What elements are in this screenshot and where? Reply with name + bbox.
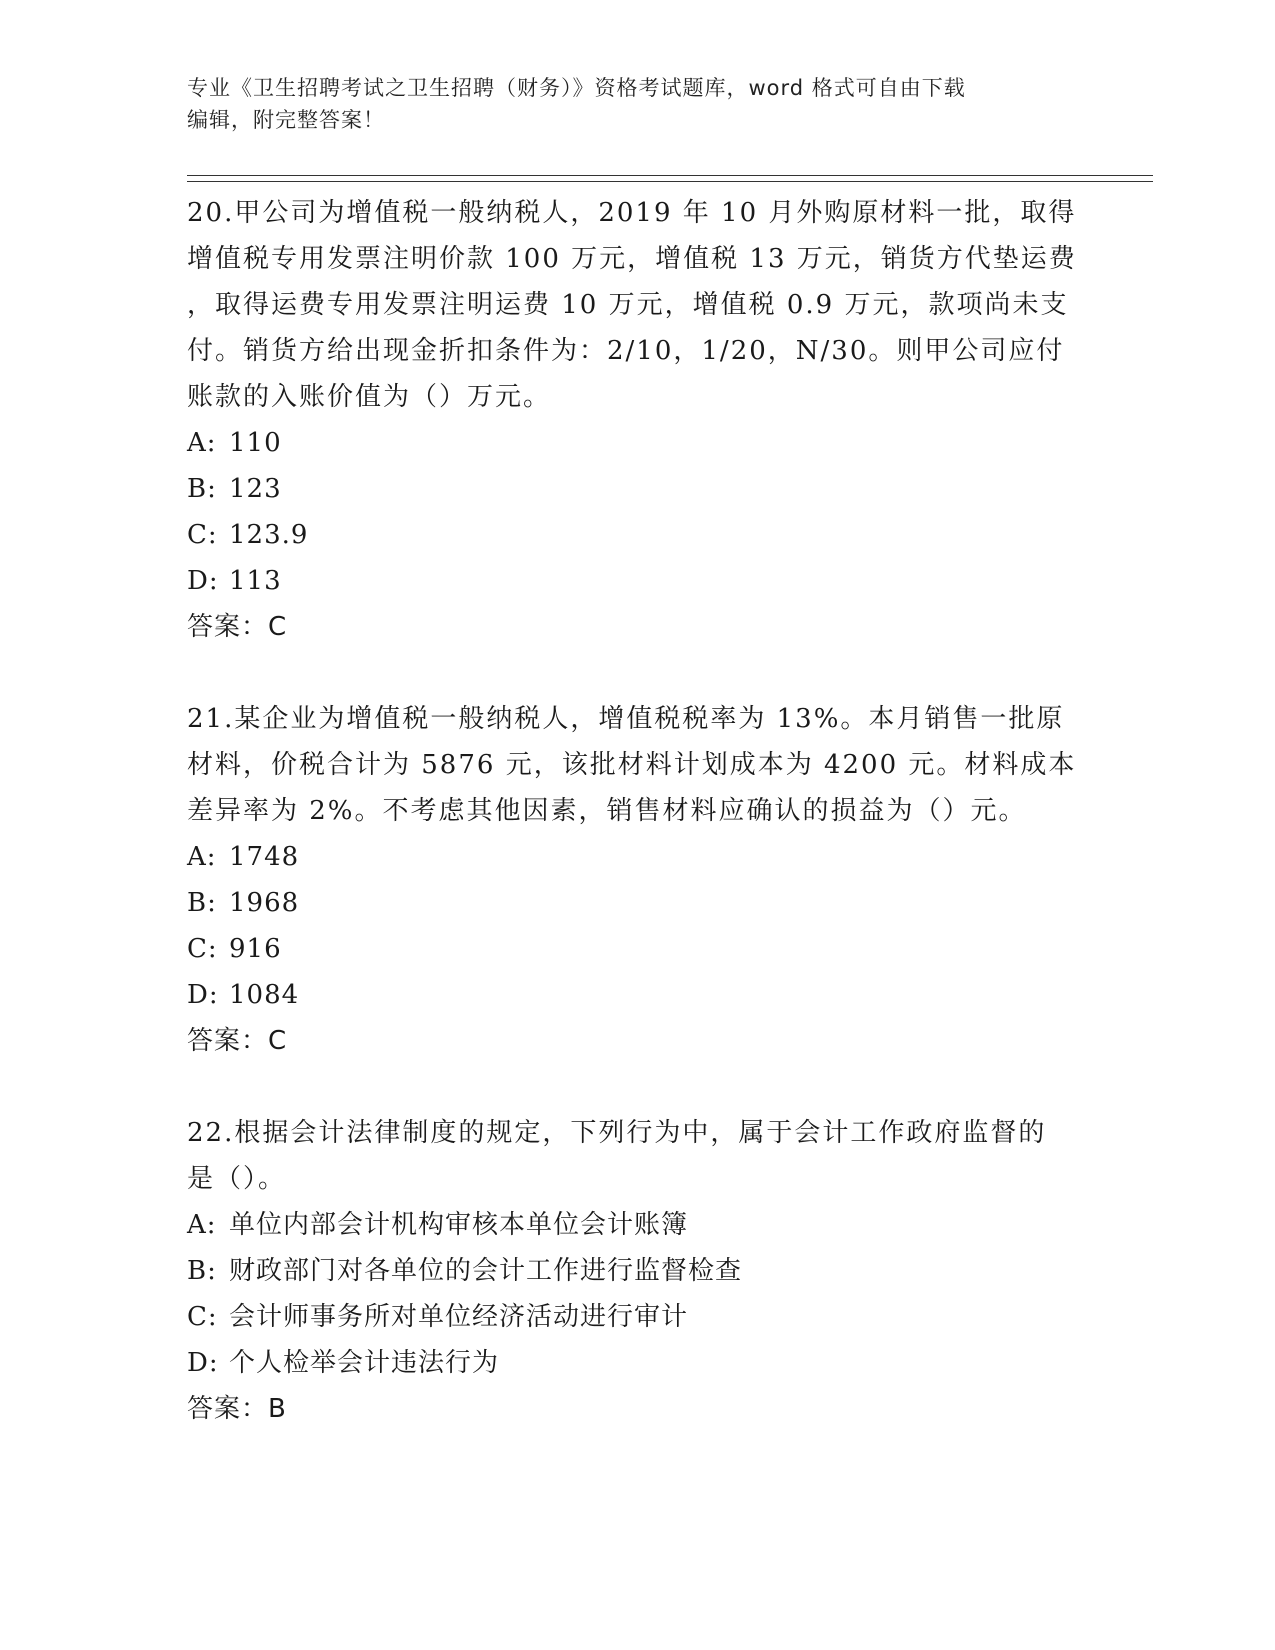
question-stem <box>187 696 1087 834</box>
option-c <box>187 512 1087 558</box>
option-a <box>187 1202 1087 1248</box>
stem-line: 付。销货方给出现金折扣条件为：2/10，1/20，N/30。则甲公司应付 <box>187 336 1065 366</box>
stem-line: 21.某企业为增值税一般纳税人，增值税税率为 13%。本月销售一批原 <box>187 704 1065 734</box>
option-text: 财政部门对各单位的会计工作进行监督检查 <box>229 1256 743 1286</box>
question-20 <box>187 190 1087 650</box>
option-letter: A: <box>187 428 217 458</box>
option-letter: C: <box>187 934 218 964</box>
question-stem <box>187 1110 1087 1202</box>
option-d <box>187 1340 1087 1386</box>
stem-line: 22.根据会计法律制度的规定，下列行为中，属于会计工作政府监督的 <box>187 1118 1047 1148</box>
stem-line: 增值税专用发票注明价款 100 万元，增值税 13 万元，销货方代垫运费 <box>187 244 1077 274</box>
option-b <box>187 1248 1087 1294</box>
stem-line: 账款的入账价值为（）万元。 <box>187 382 552 412</box>
option-letter: D: <box>187 980 219 1010</box>
stem-line: 是（）。 <box>187 1164 287 1194</box>
answer-line: 答案：C <box>187 612 288 642</box>
option-letter: C: <box>187 1302 218 1332</box>
option-letter: B: <box>187 1256 217 1286</box>
option-text: 113 <box>229 566 282 596</box>
option-b <box>187 466 1087 512</box>
header-line-1: 专业《卫生招聘考试之卫生招聘（财务）》资格考试题库，word 格式可自由下载 <box>187 76 966 100</box>
stem-line: 差异率为 2%。不考虑其他因素，销售材料应确认的损益为（）元。 <box>187 796 1027 826</box>
option-c <box>187 1294 1087 1340</box>
stem-line: 材料，价税合计为 5876 元，该批材料计划成本为 4200 元。材料成本 <box>187 750 1077 780</box>
option-letter: D: <box>187 566 219 596</box>
answer-line: 答案：B <box>187 1394 287 1424</box>
option-letter: A: <box>187 842 217 872</box>
header-divider-bottom <box>187 181 1153 182</box>
option-letter: C: <box>187 520 218 550</box>
option-text: 123 <box>229 474 282 504</box>
question-22 <box>187 1110 1087 1432</box>
option-letter: D: <box>187 1348 219 1378</box>
option-letter: B: <box>187 474 217 504</box>
spacer <box>187 1064 1087 1110</box>
option-c <box>187 926 1087 972</box>
option-text: 916 <box>229 934 282 964</box>
option-b <box>187 880 1087 926</box>
stem-line: ，取得运费专用发票注明运费 10 万元，增值税 0.9 万元，款项尚未支 <box>187 290 1069 320</box>
question-21 <box>187 696 1087 1064</box>
answer-line: 答案：C <box>187 1026 288 1056</box>
option-text: 123.9 <box>229 520 309 550</box>
option-letter: A: <box>187 1210 217 1240</box>
option-text: 个人检举会计违法行为 <box>229 1348 500 1378</box>
question-stem <box>187 190 1087 420</box>
header-divider-top <box>187 175 1153 176</box>
option-text: 会计师事务所对单位经济活动进行审计 <box>229 1302 689 1332</box>
option-text: 110 <box>229 428 282 458</box>
document-header <box>187 72 1087 136</box>
option-a <box>187 834 1087 880</box>
stem-line: 20.甲公司为增值税一般纳税人，2019 年 10 月外购原材料一批，取得 <box>187 198 1077 228</box>
option-d <box>187 558 1087 604</box>
option-text: 1748 <box>229 842 300 872</box>
option-text: 1084 <box>229 980 300 1010</box>
question-list <box>187 190 1087 1432</box>
option-text: 单位内部会计机构审核本单位会计账簿 <box>229 1210 689 1240</box>
option-text: 1968 <box>229 888 300 918</box>
option-d <box>187 972 1087 1018</box>
option-letter: B: <box>187 888 217 918</box>
spacer <box>187 650 1087 696</box>
header-line-2: 编辑，附完整答案！ <box>187 108 385 132</box>
option-a <box>187 420 1087 466</box>
